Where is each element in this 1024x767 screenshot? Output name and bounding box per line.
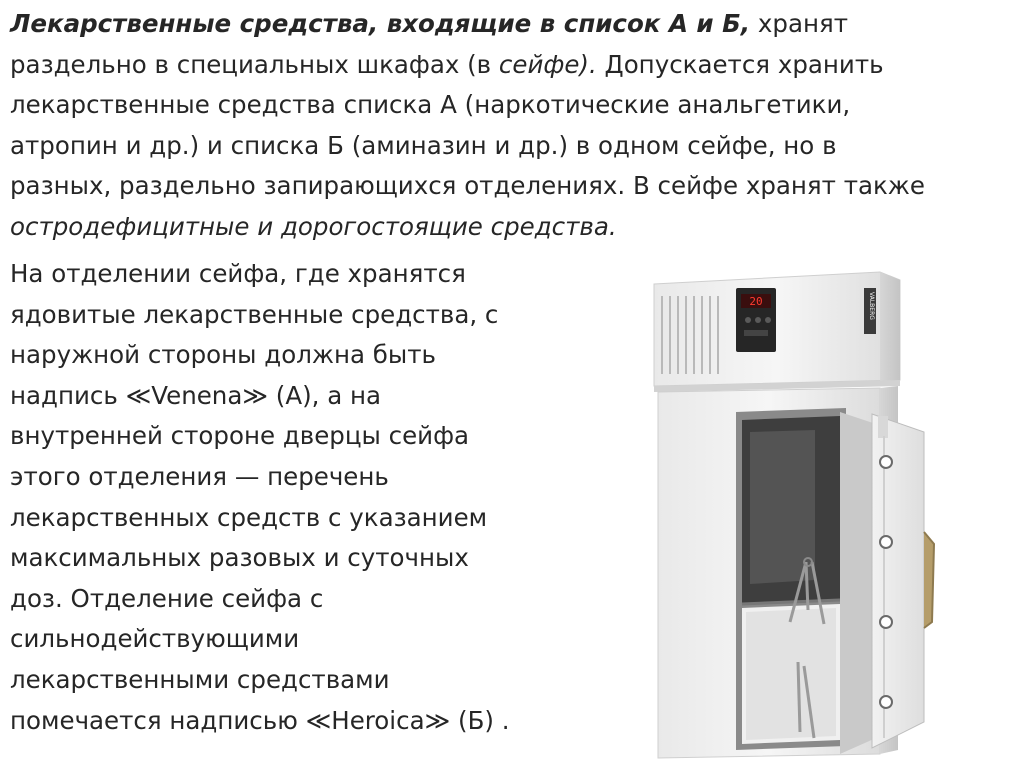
- text-line: остродефицитные и дорогостоящие средства.: [10, 211, 617, 241]
- text-line: наружной стороны должна быть: [10, 340, 436, 370]
- text-line: Лекарственные средства, входящие в список А и Б, хранят: [10, 9, 848, 38]
- safe-top-cabinet: [654, 272, 900, 386]
- text-line: доз. Отделение сейфа с: [10, 583, 324, 613]
- text-line: лекарственных средств с указанием: [10, 502, 488, 532]
- text-line: надпись ≪Venena≫ (А), а на: [10, 380, 382, 410]
- paragraph-storage-rules: [10, 4, 1020, 248]
- text-line: атропин и др.) и списка Б (аминазин и др.) в одном сейфе, но в: [10, 130, 837, 160]
- svg-text:VALBERG: VALBERG: [868, 292, 875, 320]
- door-handle: [924, 532, 934, 628]
- safe-lower-body: [658, 386, 934, 758]
- safe-image: [640, 262, 940, 762]
- text-line: лекарственными средствами: [10, 664, 390, 694]
- paragraph-labeling-rules: [10, 254, 610, 741]
- text-line: лекарственные средства списка А (наркотические анальгетики,: [10, 90, 851, 120]
- text-line: На отделении сейфа, где хранятся: [10, 259, 466, 288]
- text-line: сильнодействующими: [10, 624, 300, 654]
- text-line: внутренней стороне дверцы сейфа: [10, 421, 470, 451]
- text-line: ядовитые лекарственные средства, с: [10, 299, 499, 329]
- text-line: разных, раздельно запирающихся отделениях. В сейфе хранят также: [10, 171, 925, 201]
- safe-door: [840, 412, 934, 754]
- text-line: максимальных разовых и суточных: [10, 543, 469, 573]
- text-line: этого отделения — перечень: [10, 461, 389, 491]
- text-line: помечается надписью ≪Heroica≫ (Б) .: [10, 705, 510, 735]
- text-line: раздельно в специальных шкафах (в сейфе). Допускается хранить: [10, 49, 884, 79]
- controller-display: 20: [749, 295, 763, 308]
